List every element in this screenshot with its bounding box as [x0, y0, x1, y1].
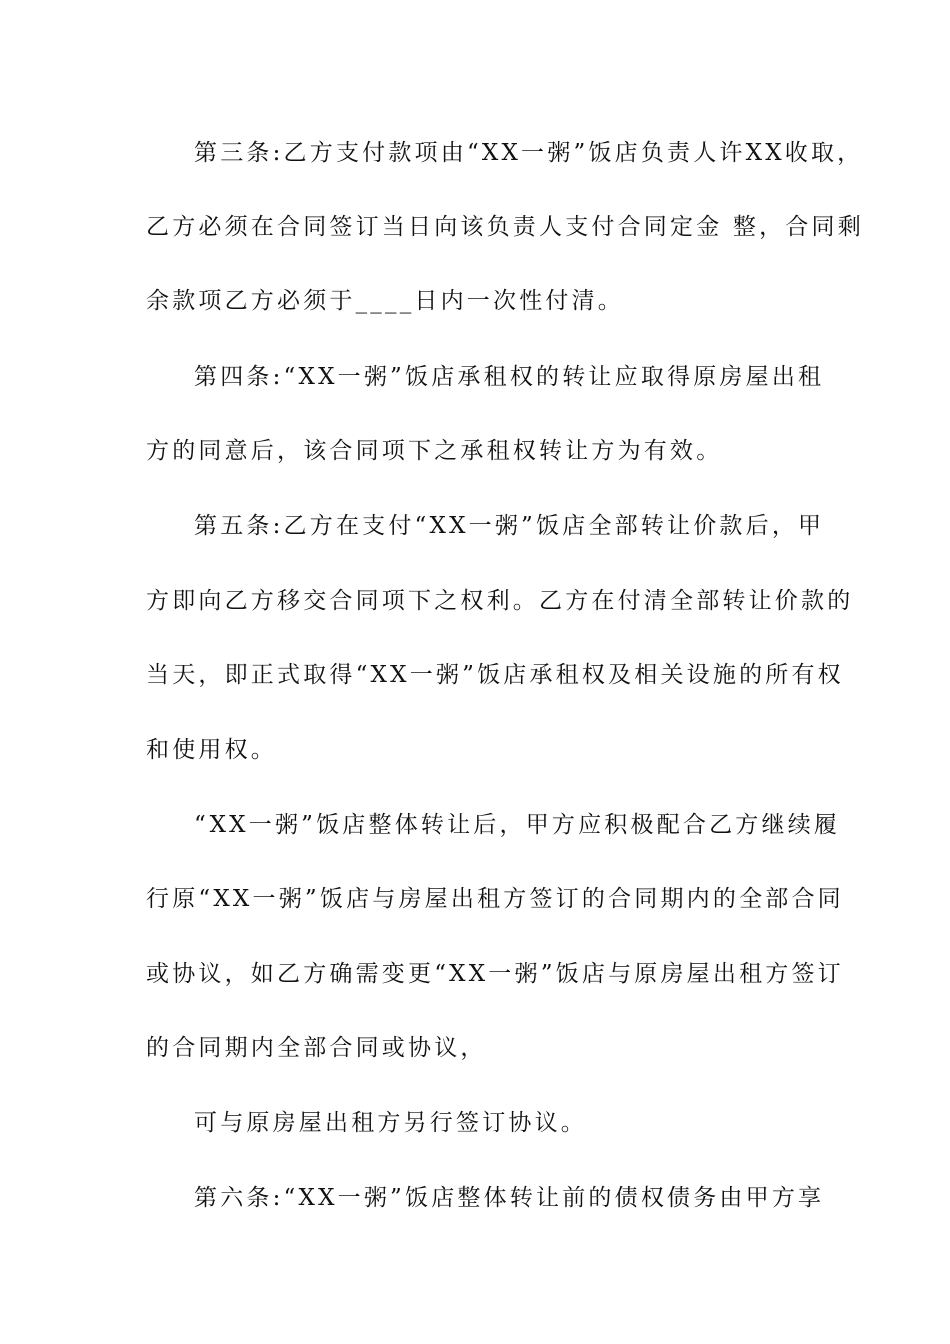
paragraph-line: 或协议，如乙方确需变更“XX一粥”饭店与原房屋出租方签订 — [146, 961, 844, 987]
paragraph-line: 第三条:乙方支付款项由“XX一粥”饭店负责人许XX收取， — [194, 140, 864, 166]
paragraph-line: 第四条:“XX一粥”饭店承租权的转让应取得原房屋出租 — [194, 364, 825, 390]
paragraph-line: 可与原房屋出租方另行签订协议。 — [194, 1110, 587, 1136]
paragraph-line: 方的同意后，该合同项下之承租权转让方为有效。 — [146, 438, 723, 464]
paragraph-line: 乙方必须在合同签订当日向该负责人支付合同定金 整，合同剩 — [146, 214, 864, 240]
paragraph-line: “XX一粥”饭店整体转让后，甲方应积极配合乙方继续履 — [194, 812, 841, 838]
paragraph-line: 余款项乙方必须于____日内一次性付清。 — [146, 288, 624, 314]
paragraph-line: 第五条:乙方在支付“XX一粥”饭店全部转让价款后，甲 — [194, 513, 825, 539]
paragraph-line: 当天，即正式取得“XX一粥”饭店承租权及相关设施的所有权 — [146, 662, 844, 688]
paragraph-line: 的合同期内全部合同或协议， — [146, 1035, 487, 1061]
paragraph-line: 行原“XX一粥”饭店与房屋出租方签订的合同期内的全部合同 — [146, 886, 844, 912]
paragraph-line: 第六条:“XX一粥”饭店整体转让前的债权债务由甲方享 — [194, 1185, 825, 1211]
paragraph-line: 和使用权。 — [146, 737, 277, 763]
paragraph-line: 方即向乙方移交合同项下之权利。乙方在付清全部转让价款的 — [146, 588, 854, 614]
